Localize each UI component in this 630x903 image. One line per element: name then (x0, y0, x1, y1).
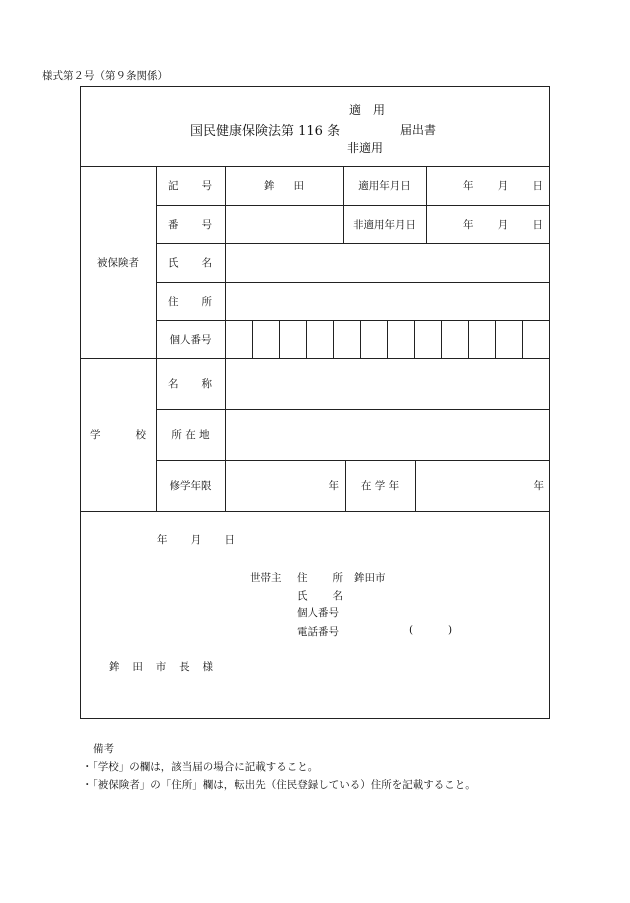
note-item: ・「被保険者」の「住所」欄は，転出先（住民登録している）住所を記載すること。 (82, 779, 476, 791)
shimei-label: 氏 名 (168, 257, 212, 269)
notes-heading: 備考 (93, 743, 114, 755)
mynumber-declaration-label: 個人番号 (297, 607, 339, 619)
enrolled-unit: 年 (533, 480, 544, 492)
term-unit: 年 (328, 480, 339, 492)
rule-row-3 (156, 282, 550, 283)
title-option-apply: 適 用 (349, 103, 386, 117)
mynumber-box-divider (252, 320, 253, 358)
address-label: 住 所 (297, 571, 343, 584)
mynumber-box-divider (522, 320, 523, 358)
enrolled-label: 在 学 年 (360, 480, 400, 492)
kigo-value: 鉾 田 (264, 180, 304, 192)
insured-section-label: 被保険者 (97, 256, 139, 269)
mynumber-box-divider (360, 320, 361, 358)
mynumber-box-divider (279, 320, 280, 358)
phone-paren-open: ( (409, 624, 414, 636)
shozaichi-label: 所 在 地 (171, 429, 210, 441)
rule-row-2 (156, 243, 550, 244)
jusho-label: 住 所 (168, 295, 212, 308)
mynumber-label: 個人番号 (169, 333, 212, 346)
meisho-label: 名 称 (168, 378, 212, 390)
householder-label: 世帯主 (250, 572, 282, 584)
mynumber-box-divider (468, 320, 469, 358)
school-section-label: 学 校 (90, 429, 146, 441)
bango-label: 番 号 (168, 218, 212, 231)
mynumber-box-divider (495, 320, 496, 358)
nonapply-date-label: 非適用年月日 (353, 218, 416, 231)
title-main: 国民健康保険法第 116 条 (190, 124, 341, 139)
mynumber-box-divider (387, 320, 388, 358)
rule-insured-bottom (80, 358, 550, 359)
phone-paren-close: ) (448, 624, 453, 636)
nonapply-date-field[interactable]: 年 月 日 (463, 218, 543, 231)
term-label: 修学年限 (169, 480, 212, 492)
mynumber-box-divider (333, 320, 334, 358)
mynumber-box-divider (414, 320, 415, 358)
note-item: ・「学校」の欄は，該当届の場合に記載すること。 (82, 761, 319, 773)
form-number: 様式第２号（第９条関係） (42, 70, 168, 82)
declaration-date[interactable]: 年 月 日 (157, 533, 235, 546)
mynumber-box-divider (306, 320, 307, 358)
phone-label: 電話番号 (297, 626, 339, 638)
addressee: 鉾 田 市 長 様 (109, 660, 213, 673)
mynumber-box-divider (441, 320, 442, 358)
apply-date-label: 適用年月日 (358, 180, 411, 192)
address-value: 鉾田市 (354, 572, 386, 584)
rule-date-label-right (426, 166, 427, 243)
rule-school-bottom (80, 511, 550, 512)
title-suffix: 届出書 (400, 123, 437, 137)
kigo-label: 記 号 (168, 180, 212, 192)
title-option-nonapply: 非適用 (347, 141, 384, 155)
apply-date-field[interactable]: 年 月 日 (463, 180, 543, 192)
name-label: 氏 名 (297, 589, 343, 602)
